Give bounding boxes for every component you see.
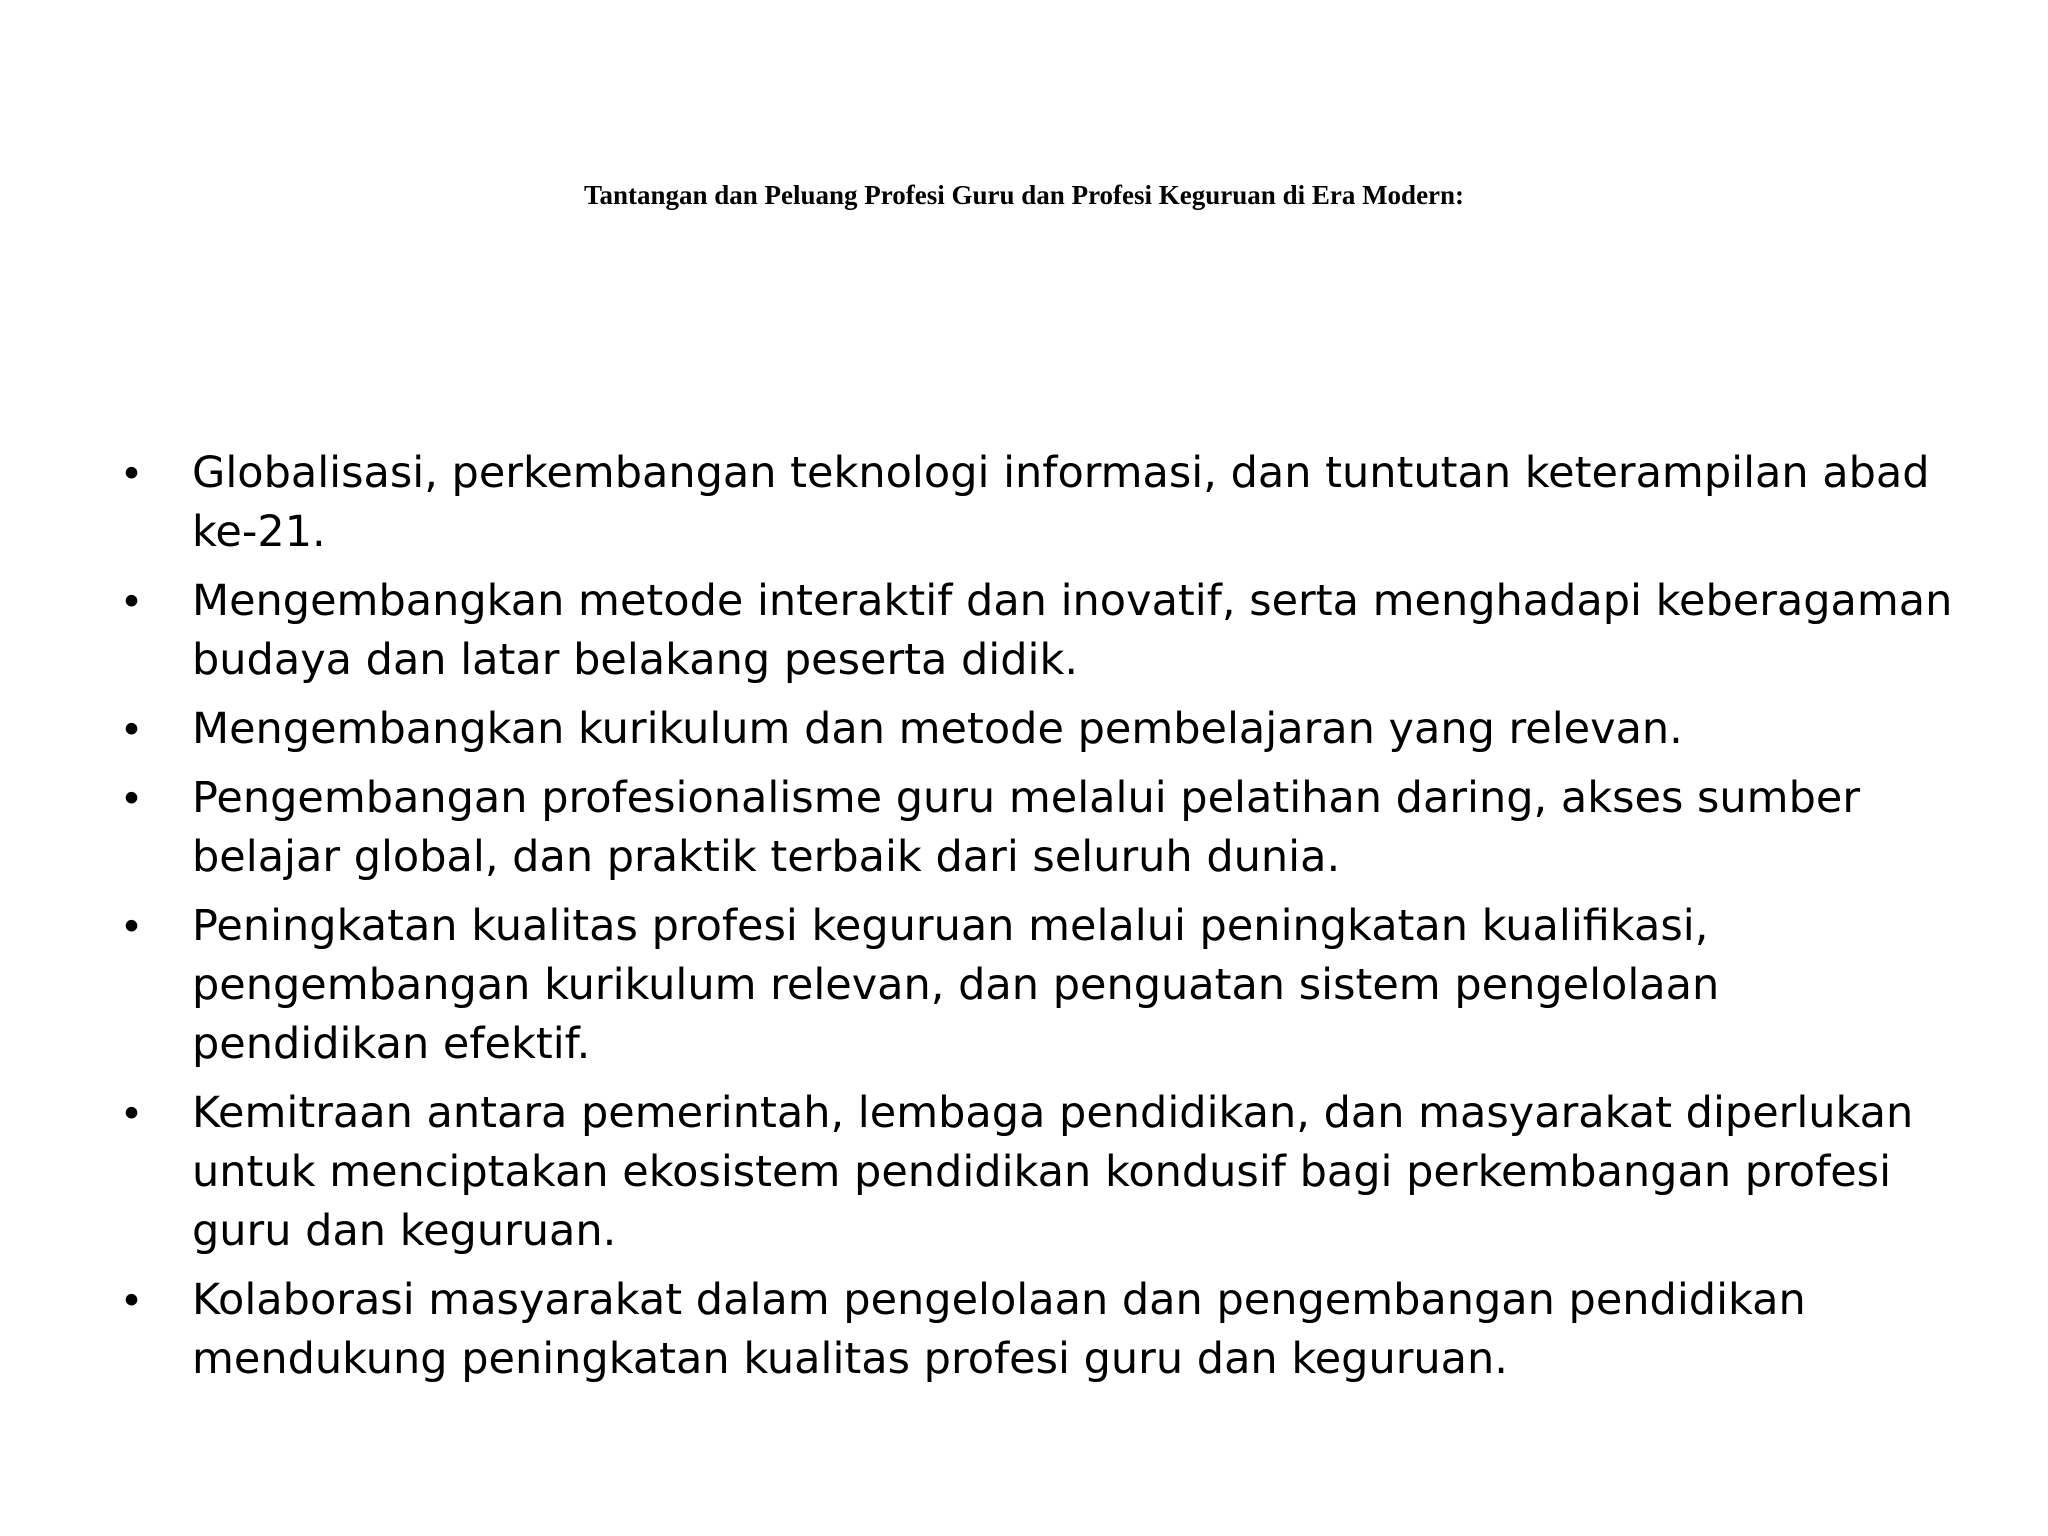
list-item (120, 572, 1960, 690)
bullet-text: Peningkatan kualitas profesi keguruan melalui peningkatan kualifikasi, pengembangan kurikulum relevan, dan penguatan sistem pengelolaan pendidikan efektif. (192, 901, 1720, 1069)
list-item (120, 444, 1960, 562)
bullet-icon: • (124, 705, 140, 753)
bullet-icon: • (124, 902, 140, 950)
bullet-text: Globalisasi, perkembangan teknologi informasi, dan tuntutan keterampilan abad ke-21. (192, 448, 1930, 557)
bullet-icon: • (124, 449, 140, 497)
list-item (120, 897, 1960, 1074)
list-item (120, 1271, 1960, 1389)
list-item (120, 1084, 1960, 1261)
bullet-list (120, 444, 1960, 1399)
bullet-text: Kolaborasi masyarakat dalam pengelolaan dan pengembangan pendidikan mendukung peningkatan kualitas profesi guru dan keguruan. (192, 1275, 1806, 1384)
bullet-icon: • (124, 577, 140, 625)
bullet-text: Mengembangkan metode interaktif dan inovatif, serta menghadapi keberagaman budaya dan latar belakang peserta didik. (192, 576, 1953, 685)
bullet-text: Kemitraan antara pemerintah, lembaga pendidikan, dan masyarakat diperlukan untuk menciptakan ekosistem pendidikan kondusif bagi perkembangan profesi guru dan keguruan. (192, 1088, 1914, 1256)
bullet-icon: • (124, 1276, 140, 1324)
bullet-icon: • (124, 774, 140, 822)
bullet-text: Pengembangan profesionalisme guru melalui pelatihan daring, akses sumber belajar global, dan praktik terbaik dari seluruh dunia. (192, 773, 1860, 882)
bullet-text: Mengembangkan kurikulum dan metode pembelajaran yang relevan. (192, 704, 1683, 754)
list-item (120, 700, 1960, 759)
slide-title: Tantangan dan Peluang Profesi Guru dan Profesi Keguruan di Era Modern: (583, 180, 1465, 210)
bullet-icon: • (124, 1089, 140, 1137)
list-item (120, 769, 1960, 887)
